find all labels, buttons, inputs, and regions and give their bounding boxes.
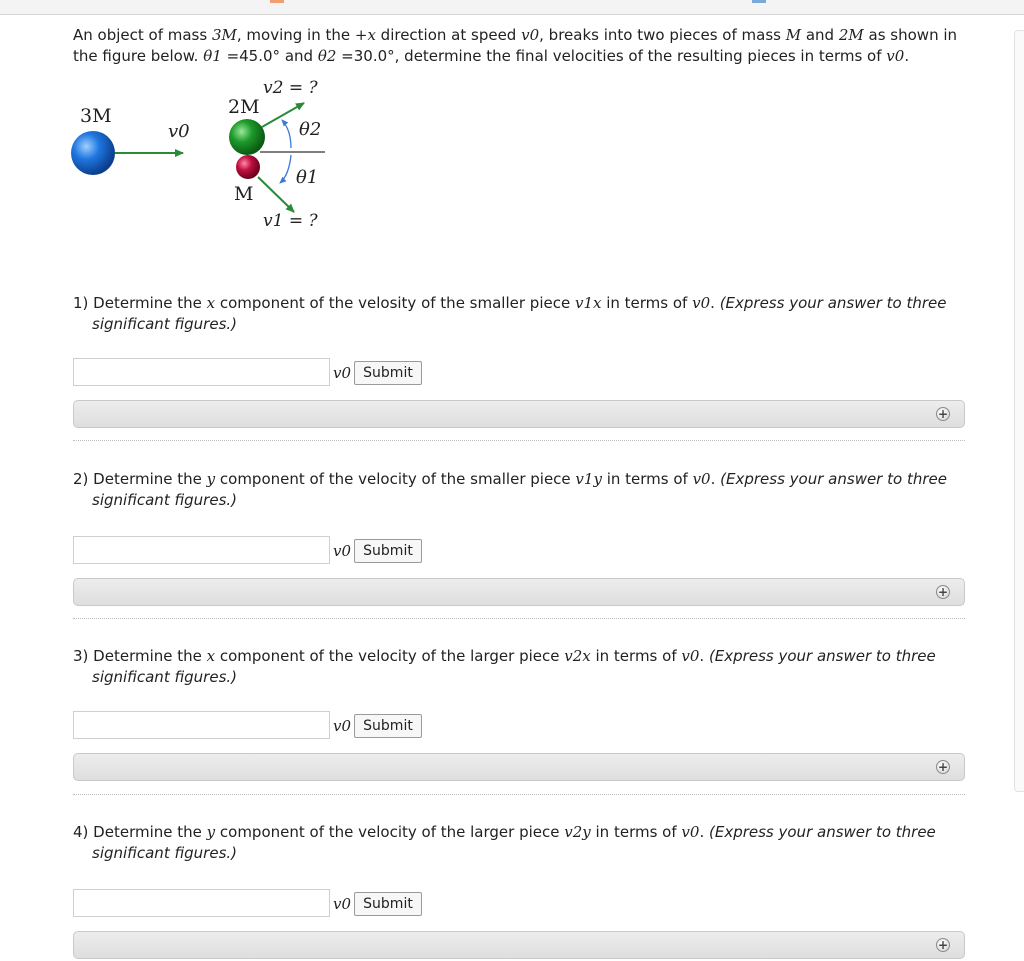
question-text: . <box>710 294 720 312</box>
mass-3m-ball <box>71 131 115 175</box>
label-theta1: θ1 <box>296 167 319 188</box>
section-divider <box>73 440 965 441</box>
intro-text: , breaks into two pieces of mass <box>539 26 786 44</box>
question-2-text <box>73 469 973 490</box>
question-1-text <box>73 293 973 314</box>
velocity-symbol: v2y <box>564 823 591 841</box>
toolbar-accent-mark <box>270 0 284 3</box>
answer-2-unit: v0 <box>333 542 352 560</box>
answer-2-input[interactable] <box>73 536 330 564</box>
mass-m-ball <box>236 155 260 179</box>
theta1-arc <box>280 155 291 183</box>
answer-3-unit: v0 <box>333 717 352 735</box>
label-v0: v0 <box>168 121 190 142</box>
question-text: in terms of <box>601 294 693 312</box>
label-v2: v2 = ? <box>263 78 318 98</box>
submit-2-button[interactable]: Submit <box>354 539 422 563</box>
question-number: 2) <box>73 470 89 488</box>
question-1 <box>73 293 973 335</box>
question-text: Determine the <box>88 294 207 312</box>
question-text: . <box>710 470 721 488</box>
question-text: Determine the <box>88 647 207 665</box>
question-number: 4) <box>73 823 89 841</box>
answer-1-unit: v0 <box>333 364 352 382</box>
question-text: in terms of <box>590 647 682 665</box>
speed-symbol: v0 <box>681 823 700 841</box>
problem-statement <box>73 25 973 67</box>
v2-arrow <box>262 103 304 127</box>
speed-symbol: v0 <box>692 470 711 488</box>
toolbar-accent-mark <box>752 0 766 3</box>
speed-symbol: v0 <box>692 294 711 312</box>
question-3 <box>73 646 973 688</box>
theta2-value: =30.0° <box>336 47 395 65</box>
question-number: 3) <box>73 647 89 665</box>
expand-plus-icon[interactable]: + <box>937 760 949 774</box>
label-m: M <box>234 183 254 205</box>
velocity-symbol: v1y <box>575 470 602 488</box>
section-divider <box>73 794 965 795</box>
section-divider <box>73 618 965 619</box>
question-hint: (Express your answer to three <box>720 470 947 488</box>
hint-panel-1[interactable] <box>73 400 965 428</box>
question-text: component of the velosity of the smaller piece <box>215 294 575 312</box>
intro-text: . <box>904 47 910 65</box>
top-toolbar-strip <box>0 0 1024 15</box>
question-4-text <box>73 822 973 843</box>
expand-plus-icon[interactable]: + <box>937 938 949 952</box>
question-3-text <box>73 646 973 667</box>
expand-plus-icon[interactable]: + <box>937 407 949 421</box>
component-symbol: x <box>206 647 216 665</box>
label-2m: 2M <box>228 96 260 118</box>
question-number: 1) <box>73 294 89 312</box>
question-text: . <box>699 647 709 665</box>
component-symbol: x <box>206 294 216 312</box>
question-hint-continued: significant figures.) <box>92 491 238 509</box>
submit-3-button[interactable]: Submit <box>354 714 422 738</box>
intro-text: , determine the final velocities of the resulting pieces in terms of <box>394 47 887 65</box>
theta2-symbol: θ2 <box>317 47 337 65</box>
question-hint-continued: significant figures.) <box>92 668 238 686</box>
question-text: component of the velocity of the larger piece <box>215 647 565 665</box>
mass-large-symbol: 2M <box>838 26 864 44</box>
theta1-value: =45.0° <box>221 47 285 65</box>
question-hint: (Express your answer to three <box>719 294 947 312</box>
answer-3-input[interactable] <box>73 711 330 739</box>
mass-2m-ball <box>229 119 265 155</box>
theta1-symbol: θ1 <box>203 47 222 65</box>
intro-text: direction at speed <box>375 26 522 44</box>
question-text: in terms of <box>590 823 682 841</box>
question-text: in terms of <box>601 470 693 488</box>
answer-4-unit: v0 <box>333 895 352 913</box>
component-symbol: y <box>206 470 216 488</box>
question-hint: (Express your answer to three <box>708 823 936 841</box>
speed-symbol: v0 <box>521 26 540 44</box>
label-3m: 3M <box>80 105 112 127</box>
label-theta2: θ2 <box>299 119 322 140</box>
intro-text: and <box>801 26 839 44</box>
speed-symbol: v0 <box>886 47 905 65</box>
question-text: component of the velocity of the smaller piece <box>215 470 576 488</box>
hint-panel-3[interactable] <box>73 753 965 781</box>
question-2 <box>73 469 973 511</box>
question-4 <box>73 822 973 864</box>
intro-text: , moving in the <box>236 26 355 44</box>
mass-total-symbol: 3M <box>211 26 237 44</box>
theta2-arc <box>282 120 291 148</box>
intro-text: as shown in the figure below. <box>73 26 958 65</box>
question-text: Determine the <box>88 470 207 488</box>
collision-figure <box>70 75 340 245</box>
mass-small-symbol: M <box>785 26 802 44</box>
expand-plus-icon[interactable]: + <box>937 585 949 599</box>
component-symbol: y <box>206 823 216 841</box>
hint-panel-4[interactable] <box>73 931 965 959</box>
speed-symbol: v0 <box>681 647 700 665</box>
intro-text: An object of mass <box>73 26 212 44</box>
answer-1-input[interactable] <box>73 358 330 386</box>
label-v1: v1 = ? <box>263 211 318 231</box>
velocity-symbol: v2x <box>564 647 591 665</box>
v1-arrow <box>258 177 294 212</box>
question-text: Determine the <box>88 823 207 841</box>
direction-symbol: +x <box>354 26 376 44</box>
intro-text: and <box>284 47 318 65</box>
question-hint-continued: significant figures.) <box>92 315 238 333</box>
question-hint-continued: significant figures.) <box>92 844 238 862</box>
submit-4-button[interactable]: Submit <box>354 892 422 916</box>
answer-4-input[interactable] <box>73 889 330 917</box>
question-text: . <box>699 823 709 841</box>
question-hint: (Express your answer to three <box>708 647 936 665</box>
side-scroll-panel[interactable] <box>1014 30 1024 792</box>
submit-1-button[interactable]: Submit <box>354 361 422 385</box>
velocity-symbol: v1x <box>574 294 602 312</box>
hint-panel-2[interactable] <box>73 578 965 606</box>
question-text: component of the velocity of the larger piece <box>215 823 565 841</box>
